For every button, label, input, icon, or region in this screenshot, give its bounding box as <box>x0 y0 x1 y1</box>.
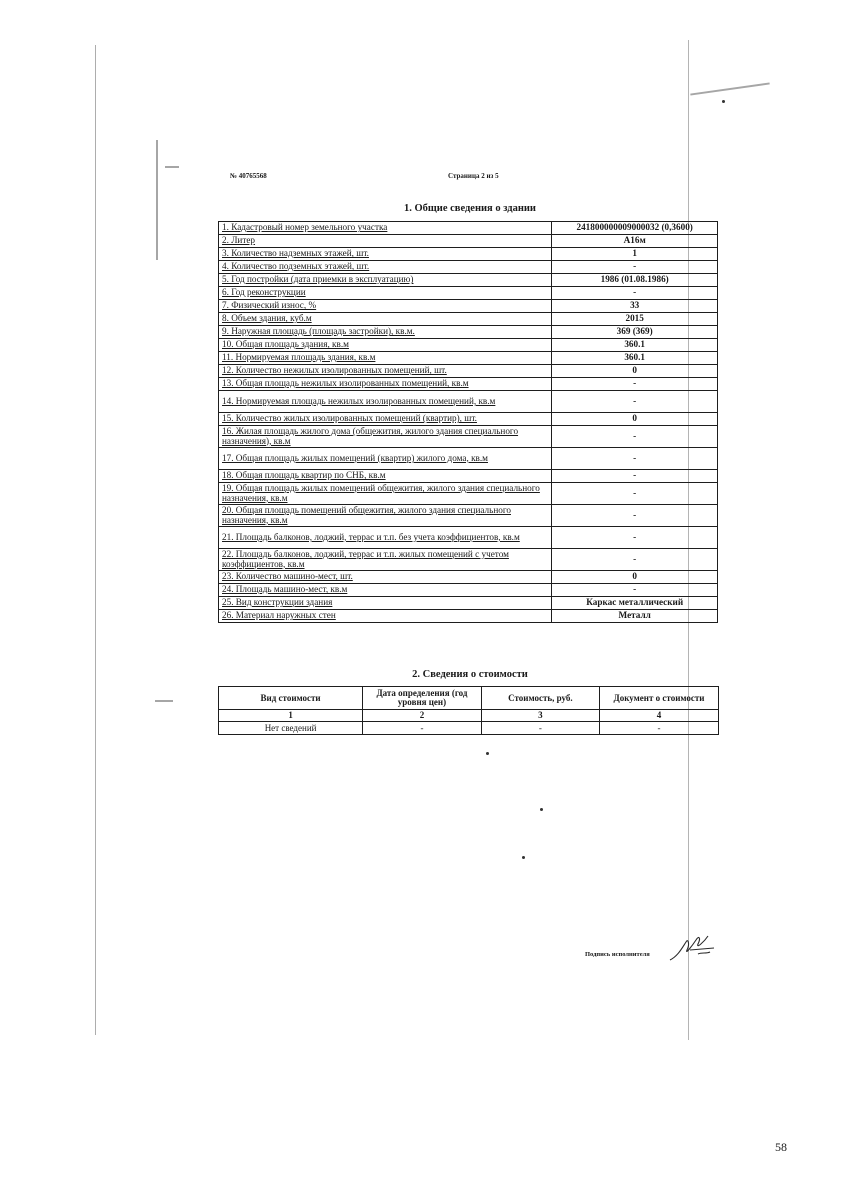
scan-mark <box>165 166 179 168</box>
row-label: 25. Вид конструкции здания <box>219 597 552 610</box>
table-row <box>219 610 718 623</box>
row-value: - <box>552 549 718 571</box>
table-row <box>219 549 718 571</box>
row-value: 1986 (01.08.1986) <box>552 274 718 287</box>
row-label: 5. Год постройки (дата приемки в эксплуатацию) <box>219 274 552 287</box>
row-value: 369 (369) <box>552 326 718 339</box>
row-value: А16м <box>552 235 718 248</box>
table-row <box>219 365 718 378</box>
row-value: - <box>552 527 718 549</box>
scan-edge-left <box>95 45 96 1035</box>
building-info-table <box>218 221 718 623</box>
table-row <box>219 287 718 300</box>
cost-header <box>219 687 719 710</box>
row-value: - <box>552 391 718 413</box>
row-label: 2. Литер <box>219 235 552 248</box>
cost-row-cell: - <box>481 722 599 735</box>
row-label: 10. Общая площадь здания, кв.м <box>219 339 552 352</box>
row-label: 13. Общая площадь нежилых изолированных помещений, кв.м <box>219 378 552 391</box>
cost-header-cell: Стоимость, руб. <box>481 687 599 710</box>
table-row <box>219 527 718 549</box>
table-row <box>219 339 718 352</box>
table-row <box>219 505 718 527</box>
section1-title: 1. Общие сведения о здании <box>404 203 536 214</box>
row-value: 0 <box>552 571 718 584</box>
cost-row <box>219 722 719 735</box>
table-row <box>219 448 718 470</box>
row-label: 14. Нормируемая площадь нежилых изолированных помещений, кв.м <box>219 391 552 413</box>
row-label: 9. Наружная площадь (площадь застройки), кв.м. <box>219 326 552 339</box>
table-row <box>219 222 718 235</box>
row-label: 1. Кадастровый номер земельного участка <box>219 222 552 235</box>
row-value: 0 <box>552 365 718 378</box>
cost-header-cell: Вид стоимости <box>219 687 363 710</box>
scan-speck <box>486 752 489 755</box>
table-row <box>219 326 718 339</box>
cost-column-number-cell: 4 <box>600 710 719 722</box>
table-row <box>219 248 718 261</box>
cost-row-cell: - <box>600 722 719 735</box>
row-label: 3. Количество надземных этажей, шт. <box>219 248 552 261</box>
row-label: 15. Количество жилых изолированных помещений (квартир), шт. <box>219 413 552 426</box>
table-row <box>219 235 718 248</box>
cost-column-number-cell: 1 <box>219 710 363 722</box>
scan-mark <box>155 700 173 702</box>
scan-mark <box>156 140 158 260</box>
row-label: 22. Площадь балконов, лоджий, террас и т.п. жилых помещений с учетом коэффициентов, кв.м <box>219 549 552 571</box>
table-row <box>219 483 718 505</box>
document-number: № 40765568 <box>230 172 267 180</box>
row-label: 18. Общая площадь квартир по СНБ, кв.м <box>219 470 552 483</box>
row-value: 0 <box>552 413 718 426</box>
row-value: - <box>552 448 718 470</box>
row-value: - <box>552 287 718 300</box>
row-value: - <box>552 584 718 597</box>
cost-column-number-cell: 3 <box>481 710 599 722</box>
scan-speck <box>722 100 725 103</box>
scan-speck <box>522 856 525 859</box>
row-label: 7. Физический износ, % <box>219 300 552 313</box>
page-counter: Страница 2 из 5 <box>448 172 499 180</box>
cost-row-cell: Нет сведений <box>219 722 363 735</box>
table-row <box>219 300 718 313</box>
row-value: 241800000009000032 (0,3600) <box>552 222 718 235</box>
cost-header-cell: Документ о стоимости <box>600 687 719 710</box>
cost-column-number <box>219 710 719 722</box>
row-value: 360.1 <box>552 352 718 365</box>
table-row <box>219 426 718 448</box>
row-value: - <box>552 470 718 483</box>
table-row <box>219 391 718 413</box>
table-row <box>219 470 718 483</box>
row-label: 6. Год реконструкции <box>219 287 552 300</box>
signature-image <box>668 930 718 964</box>
row-label: 11. Нормируемая площадь здания, кв.м <box>219 352 552 365</box>
scan-speck <box>540 808 543 811</box>
row-value: - <box>552 426 718 448</box>
cost-header-cell: Дата определения (год уровня цен) <box>363 687 482 710</box>
row-label: 24. Площадь машино-мест, кв.м <box>219 584 552 597</box>
table-row <box>219 597 718 610</box>
scan-edge-top <box>690 82 769 95</box>
row-label: 4. Количество подземных этажей, шт. <box>219 261 552 274</box>
table-row <box>219 584 718 597</box>
row-value: - <box>552 261 718 274</box>
row-value: Металл <box>552 610 718 623</box>
row-value: - <box>552 378 718 391</box>
page-number: 58 <box>775 1140 787 1154</box>
table-row <box>219 313 718 326</box>
table-row <box>219 378 718 391</box>
table-row <box>219 413 718 426</box>
table-row <box>219 274 718 287</box>
row-value: 360.1 <box>552 339 718 352</box>
row-value: 2015 <box>552 313 718 326</box>
cost-table <box>218 686 719 735</box>
table-row <box>219 352 718 365</box>
row-label: 17. Общая площадь жилых помещений (квартир) жилого дома, кв.м <box>219 448 552 470</box>
cost-column-number-cell: 2 <box>363 710 482 722</box>
row-label: 20. Общая площадь помещений общежития, жилого здания специального назначения, кв.м <box>219 505 552 527</box>
row-label: 19. Общая площадь жилых помещений общежития, жилого здания специального назначения, кв.м <box>219 483 552 505</box>
row-label: 12. Количество нежилых изолированных помещений, шт. <box>219 365 552 378</box>
row-value: 1 <box>552 248 718 261</box>
row-label: 8. Объем здания, куб.м <box>219 313 552 326</box>
cost-row-cell: - <box>363 722 482 735</box>
row-label: 26. Материал наружных стен <box>219 610 552 623</box>
row-value: - <box>552 505 718 527</box>
table-row <box>219 261 718 274</box>
row-value: 33 <box>552 300 718 313</box>
signature-label: Подпись исполнителя <box>585 951 650 958</box>
row-label: 16. Жилая площадь жилого дома (общежития, жилого здания специального назначения), кв.м <box>219 426 552 448</box>
row-label: 23. Количество машино-мест, шт. <box>219 571 552 584</box>
section2-title: 2. Сведения о стоимости <box>412 669 528 680</box>
row-value: - <box>552 483 718 505</box>
table-row <box>219 571 718 584</box>
row-label: 21. Площадь балконов, лоджий, террас и т.п. без учета коэффициентов, кв.м <box>219 527 552 549</box>
row-value: Каркас металлический <box>552 597 718 610</box>
